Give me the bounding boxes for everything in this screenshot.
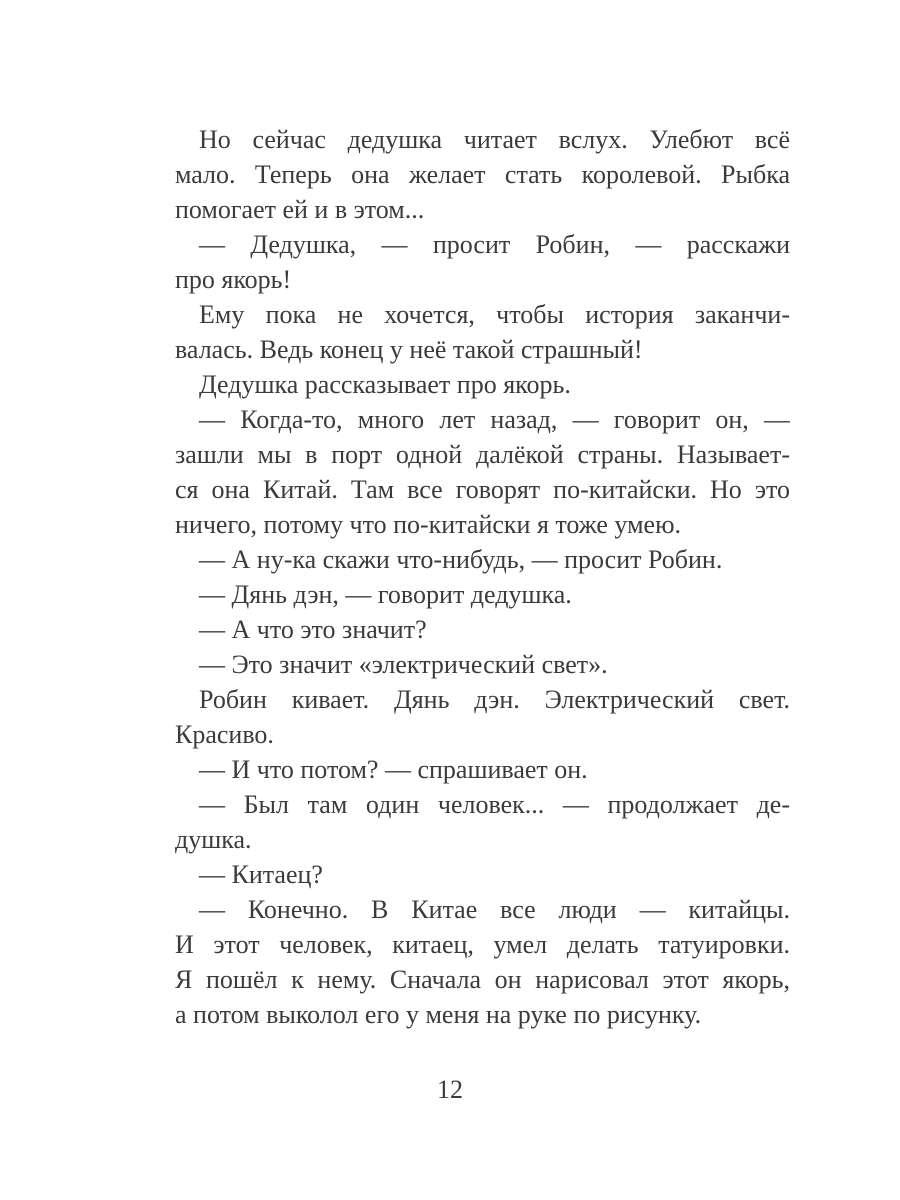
text-line: мало. Теперь она желает стать королевой. Рыбка xyxy=(175,160,790,189)
paragraph xyxy=(175,612,790,647)
text-line: — Китаец? xyxy=(199,860,323,889)
text-line: — Дедушка, — просит Робин, — расскажи xyxy=(199,230,790,259)
text-line: Я пошёл к нему. Сначала он нарисовал этот якорь, xyxy=(175,965,790,994)
page-text xyxy=(175,122,790,1032)
text-line: Робин кивает. Дянь дэн. Электрический свет. xyxy=(199,685,790,714)
text-line: валась. Ведь конец у неё такой страшный! xyxy=(175,335,643,364)
text-line: — И что потом? — спрашивает он. xyxy=(199,755,588,784)
text-line: Дедушка рассказывает про якорь. xyxy=(199,370,571,399)
text-line: Ему пока не хочется, чтобы история заканчи- xyxy=(199,300,790,329)
paragraph xyxy=(175,402,790,542)
text-line: — Когда-то, много лет назад, — говорит он, — xyxy=(199,405,790,434)
paragraph xyxy=(175,857,790,892)
text-line: Но сейчас дедушка читает вслух. Улебют всё xyxy=(199,125,790,154)
page-number: 12 xyxy=(437,1075,463,1104)
paragraph xyxy=(175,297,790,367)
text-line: — Дянь дэн, — говорит дедушка. xyxy=(199,580,572,609)
paragraph xyxy=(175,227,790,297)
text-line: — А ну-ка скажи что-нибудь, — просит Робин. xyxy=(199,545,723,574)
paragraph xyxy=(175,752,790,787)
paragraph xyxy=(175,647,790,682)
paragraph xyxy=(175,542,790,577)
text-line: про якорь! xyxy=(175,265,292,294)
text-line: зашли мы в порт одной далёкой страны. Называет- xyxy=(175,440,790,469)
paragraph xyxy=(175,682,790,752)
paragraph xyxy=(175,122,790,227)
text-line: душка. xyxy=(175,825,252,854)
text-line: — Это значит «электрический свет». xyxy=(199,650,608,679)
paragraph xyxy=(175,787,790,857)
paragraph xyxy=(175,367,790,402)
text-line: — Был там один человек... — продолжает де- xyxy=(199,790,790,819)
text-line: — Конечно. В Китае все люди — китайцы. xyxy=(199,895,790,924)
paragraph xyxy=(175,892,790,1032)
paragraph xyxy=(175,577,790,612)
text-line: — А что это значит? xyxy=(199,615,427,644)
text-line: помогает ей и в этом... xyxy=(175,195,425,224)
text-line: ся она Китай. Там все говорят по-китайски. Но это xyxy=(175,475,790,504)
text-line: Красиво. xyxy=(175,720,274,749)
text-line: И этот человек, китаец, умел делать татуировки. xyxy=(175,930,790,959)
text-line: ничего, потому что по-китайски я тоже умею. xyxy=(175,510,682,539)
text-line: а потом выколол его у меня на руке по рисунку. xyxy=(175,1000,702,1029)
